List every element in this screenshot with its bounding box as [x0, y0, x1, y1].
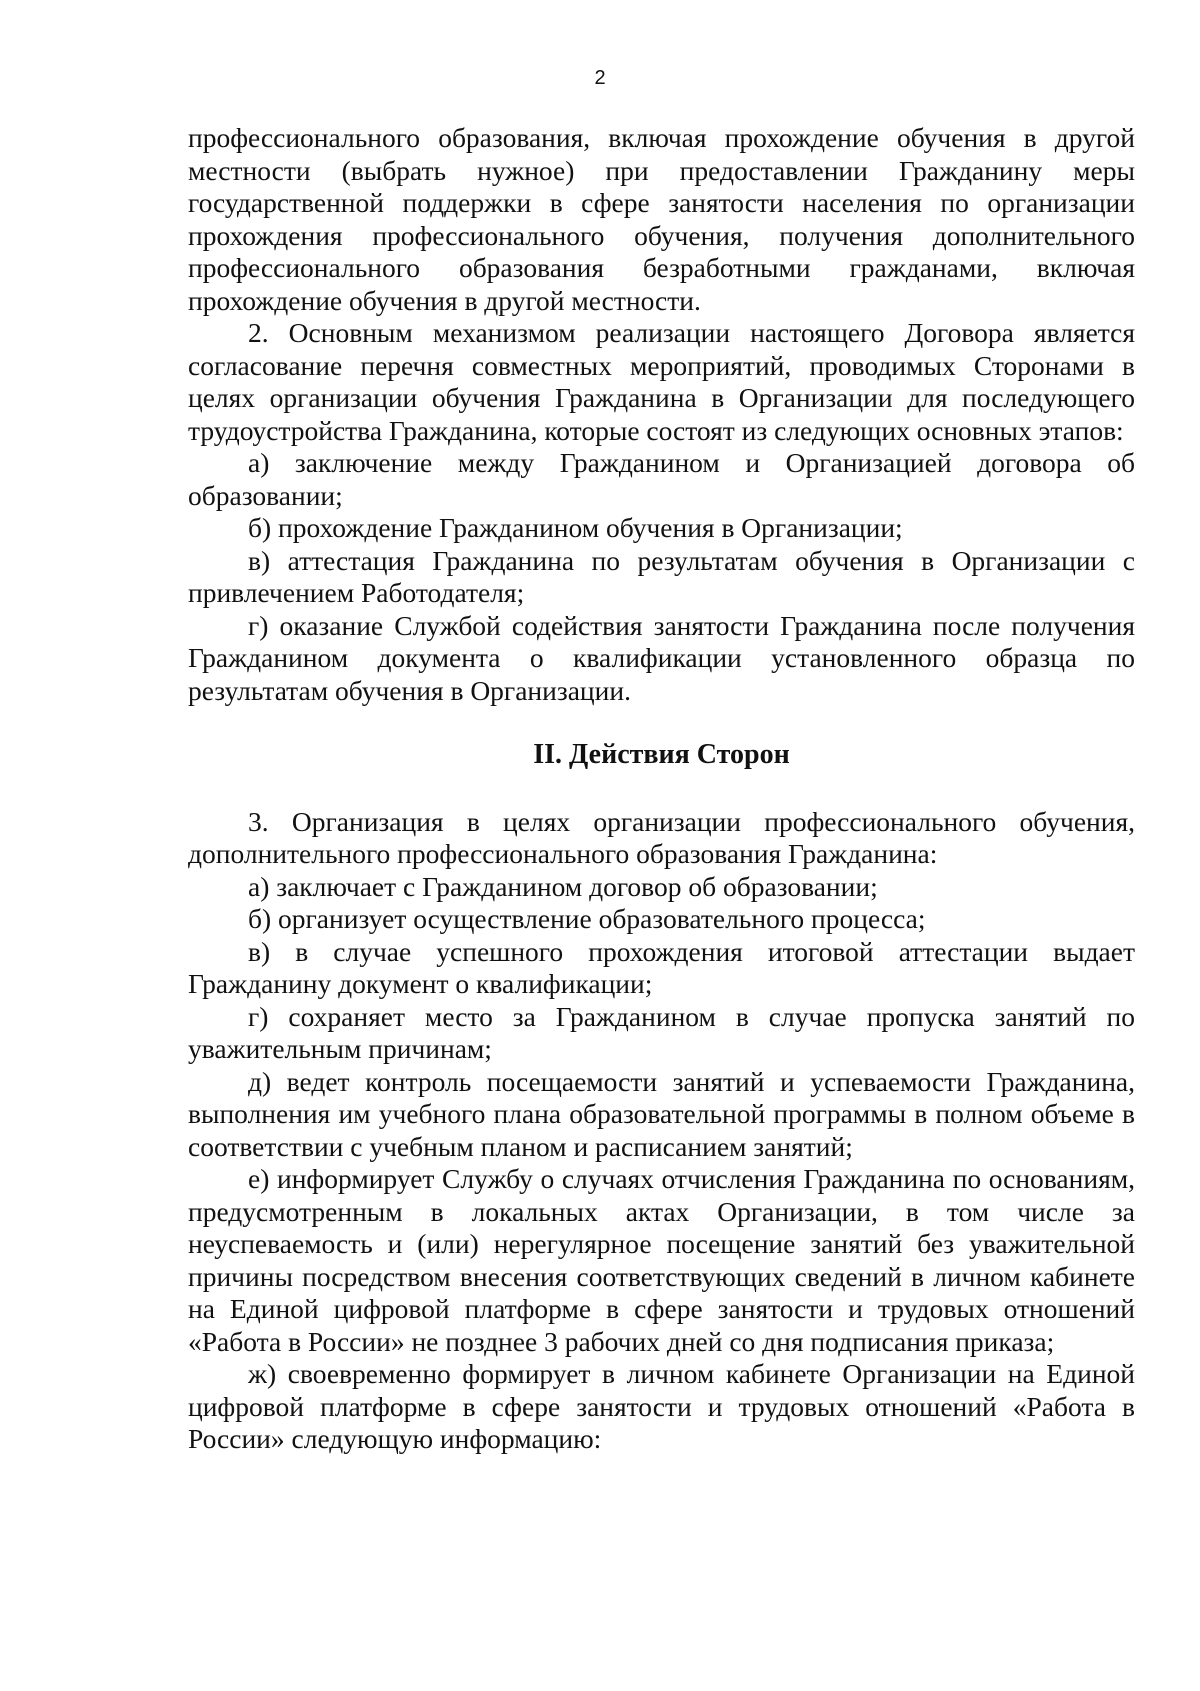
list-item-b: б) прохождение Гражданином обучения в Организации; [248, 512, 903, 543]
list-item-b: б) организует осуществление образовательного процесса; [248, 903, 926, 934]
list-item-v: в) аттестация Гражданина по результатам обучения в Организации с привлечением Работодателя; [188, 544, 1135, 608]
list-item-zh: ж) своевременно формирует в личном кабинете Организации на Единой цифровой платформе в сфере занятости и трудовых отношений «Работа в России» следующую информацию: [188, 1358, 1135, 1454]
spacer [188, 772, 1135, 806]
paragraph-continuation: профессионального образования, включая прохождение обучения в другой местности (выбрать нужное) при предоставлении Гражданину меры государственной поддержки в сфере занятости населения по организации прохождения профессионального обучения, получения дополнительного профессионального образования безработными гражданами, включая прохождение обучения в другой местности. [188, 122, 1135, 316]
list-item-e: е) информирует Службу о случаях отчисления Гражданина по основаниям, предусмотренным в локальных актах Организации, в том числе за неуспеваемость и (или) нерегулярное посещение занятий без уважительной причины посредством внесения соответствующих сведений в личном кабинете на Единой цифровой платформе в сфере занятости и трудовых отношений «Работа в России» не позднее 3 рабочих дней со дня подписания приказа; [188, 1163, 1135, 1357]
spacer [188, 707, 1135, 739]
document-body [188, 122, 1135, 1456]
list-item-g: г) сохраняет место за Гражданином в случае пропуска занятий по уважительным причинам; [188, 1000, 1135, 1064]
list-item-d: д) ведет контроль посещаемости занятий и успеваемости Гражданина, выполнения им учебного плана образовательной программы в полном объеме в соответствии с учебным планом и расписанием занятий; [188, 1065, 1135, 1162]
paragraph-clause-2: 2. Основным механизмом реализации настоящего Договора является согласование перечня совместных мероприятий, проводимых Сторонами в целях организации обучения Гражданина в Организации для последующего трудоустройства Гражданина, которые состоят из следующих основных этапов: [188, 317, 1135, 446]
list-item-g: г) оказание Службой содействия занятости Гражданина после получения Гражданином документа о квалификации установленного образца по результатам обучения в Организации. [188, 609, 1135, 706]
section-heading: II. Действия Сторон [533, 739, 790, 770]
list-item-v: в) в случае успешного прохождения итоговой аттестации выдает Гражданину документ о квалификации; [188, 935, 1135, 999]
list-item-a: а) заключает с Гражданином договор об образовании; [248, 870, 878, 902]
page-number: 2 [594, 67, 606, 89]
paragraph-clause-3: 3. Организация в целях организации профессионального обучения, дополнительного профессионального образования Гражданина: [188, 805, 1135, 869]
list-item-a: а) заключение между Гражданином и Организацией договора об образовании; [188, 447, 1135, 511]
